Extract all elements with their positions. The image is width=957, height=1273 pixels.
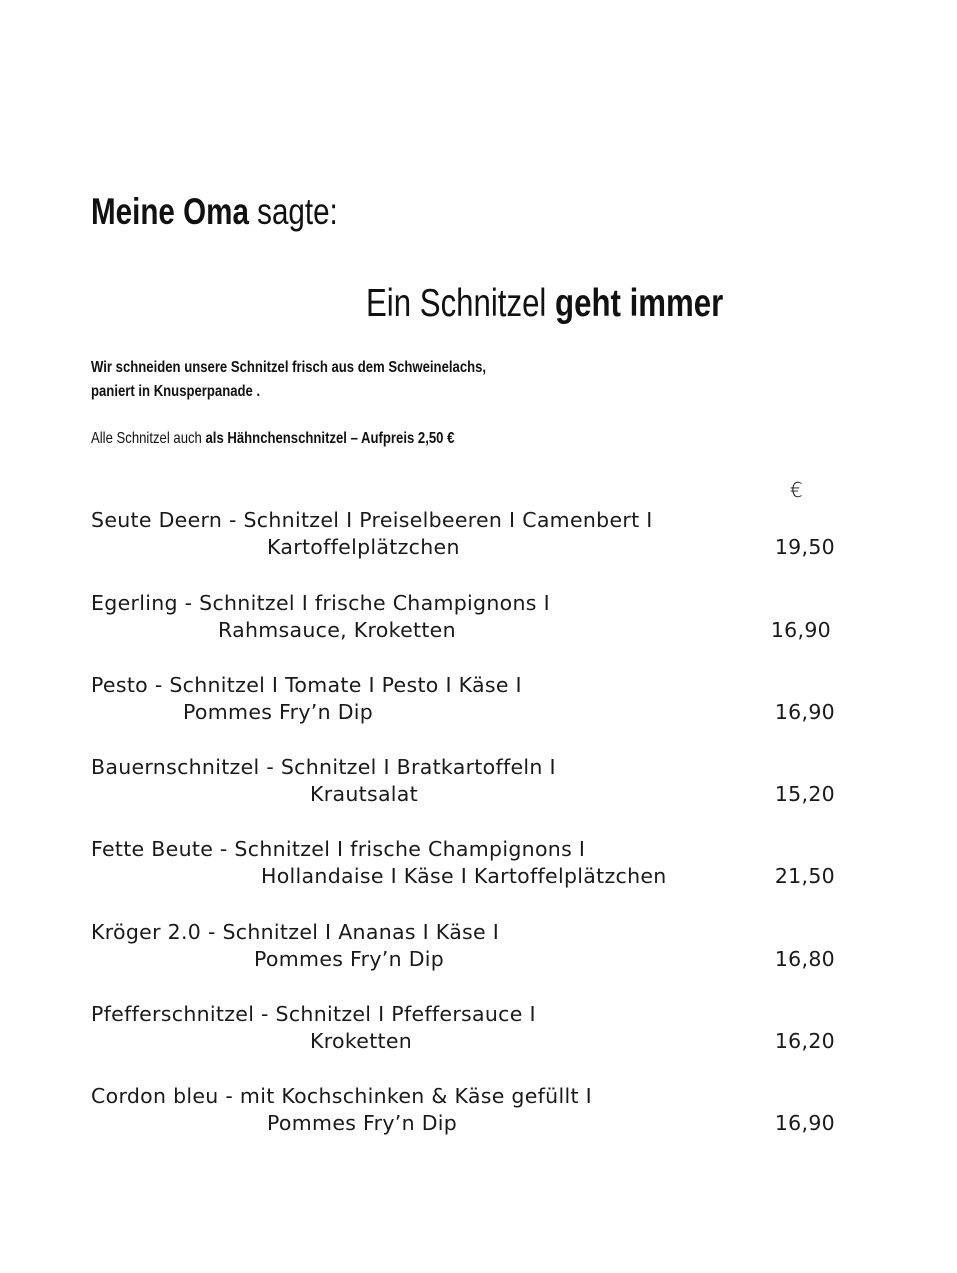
menu-item — [0, 1082, 957, 1138]
menu-item-title: Pesto - Schnitzel I Tomate I Pesto I Käse I — [91, 673, 522, 697]
title-bold: Meine Oma — [91, 191, 249, 232]
intro-line-1: Wir schneiden unsere Schnitzel frisch aus dem Schweinelachs, — [91, 359, 487, 376]
intro-line-2: paniert in Knusperpanade . — [91, 383, 261, 400]
page-subtitle — [366, 281, 723, 327]
menu-item — [0, 671, 957, 727]
menu-item-title: Egerling - Schnitzel I frische Champignons I — [91, 591, 550, 615]
menu-item-title: Pfefferschnitzel - Schnitzel I Pfeffersauce I — [91, 1002, 536, 1026]
menu-item — [0, 589, 957, 645]
menu-item-sides: Pommes Fry’n Dip — [254, 947, 445, 971]
menu-item — [0, 918, 957, 974]
menu-item-price: 21,50 — [774, 864, 835, 888]
menu-item-title: Kröger 2.0 - Schnitzel I Ananas I Käse I — [91, 920, 500, 944]
menu-item-sides: Rahmsauce, Kroketten — [218, 618, 456, 642]
currency-label: € — [790, 478, 803, 502]
menu-item-sides: Pommes Fry’n Dip — [183, 700, 374, 724]
menu-item-price: 15,20 — [774, 782, 835, 806]
menu-item — [0, 1000, 957, 1056]
menu-item-title: Seute Deern - Schnitzel I Preiselbeeren I Camenbert I — [91, 508, 653, 532]
menu-item-title: Fette Beute - Schnitzel I frische Champignons I — [91, 837, 586, 861]
menu-item-price: 16,20 — [774, 1029, 835, 1053]
title-rest: sagte: — [248, 191, 338, 232]
chicken-note — [91, 428, 454, 450]
subtitle-light: Ein Schnitzel — [366, 282, 556, 325]
menu-item-title: Cordon bleu - mit Kochschinken & Käse gefüllt I — [91, 1084, 592, 1108]
note-bold: als Hähnchenschnitzel – Aufpreis 2,50 € — [205, 430, 455, 447]
menu-item — [0, 506, 957, 562]
menu-item — [0, 753, 957, 809]
menu-item-sides: Kartoffelplätzchen — [267, 535, 460, 559]
menu-item — [0, 835, 957, 891]
menu-item-sides: Krautsalat — [310, 782, 419, 806]
menu-item-price: 19,50 — [774, 535, 835, 559]
menu-item-price: 16,90 — [774, 1111, 835, 1135]
intro-text — [91, 356, 486, 404]
note-prefix: Alle Schnitzel auch — [91, 430, 206, 447]
menu-item-title: Bauernschnitzel - Schnitzel I Bratkartoffeln I — [91, 755, 556, 779]
menu-item-price: 16,80 — [774, 947, 835, 971]
menu-item-price: 16,90 — [774, 700, 835, 724]
subtitle-bold: geht immer — [555, 282, 724, 325]
menu-item-sides: Kroketten — [310, 1029, 413, 1053]
menu-item-sides: Pommes Fry’n Dip — [267, 1111, 458, 1135]
page-title — [91, 190, 338, 234]
menu-item-sides: Hollandaise I Käse I Kartoffelplätzchen — [261, 864, 667, 888]
menu-item-price: 16,90 — [770, 618, 831, 642]
